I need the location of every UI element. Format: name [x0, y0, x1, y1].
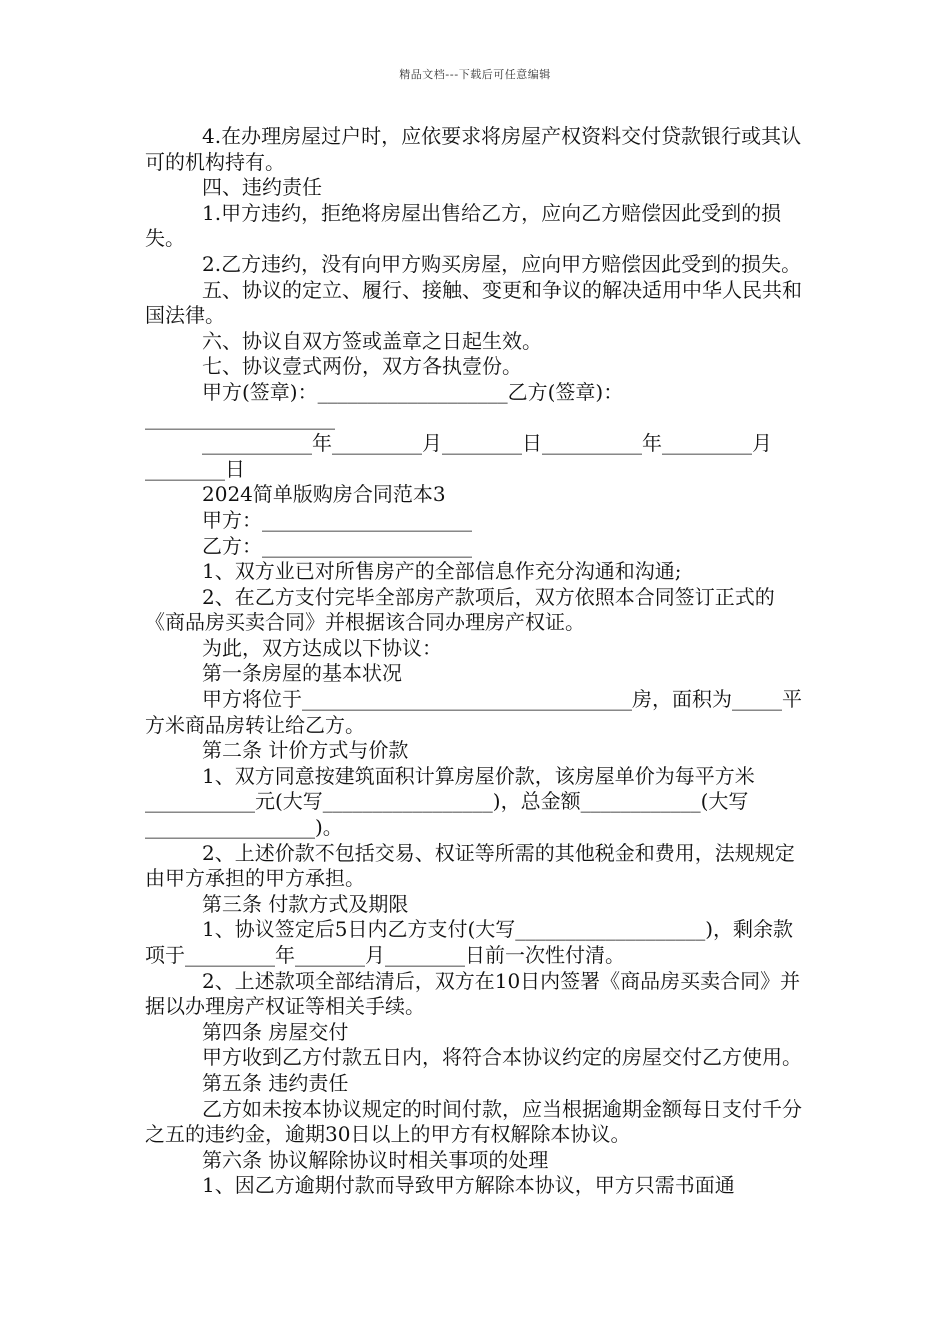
article-heading: 第五条 违约责任	[202, 1070, 349, 1095]
date-line: ___________年_________月________日__________年_________月________日	[145, 431, 772, 481]
clause-paragraph: 五、协议的定立、履行、接触、变更和争议的解决适用中华人民共和国法律。	[145, 277, 802, 328]
clause-paragraph: 4.在办理房屋过户时，应依要求将房屋产权资料交付贷款银行或其认可的机构持有。	[145, 124, 802, 174]
document-body	[145, 124, 807, 1199]
clause-paragraph: 1、因乙方逾期付款而导致甲方解除本协议，甲方只需书面通	[202, 1173, 735, 1198]
article-heading: 第四条 房屋交付	[202, 1019, 349, 1044]
clause-paragraph: 1.甲方违约，拒绝将房屋出售给乙方，应向乙方赔偿因此受到的损失。	[145, 200, 782, 251]
clause-paragraph: 2、在乙方支付完毕全部房产款项后，双方依照本合同签订正式的《商品房买卖合同》并根据该合同办理房产权证。	[145, 584, 775, 635]
clause-paragraph: 乙方如未按本协议规定的时间付款，应当根据逾期金额每日支付千分之五的违约金，逾期30日以上的甲方有权解除本协议。	[145, 1096, 802, 1147]
page-header: 精品文档---下载后可任意编辑	[399, 68, 551, 81]
clause-paragraph: 为此，双方达成以下协议：	[202, 635, 442, 660]
clause-paragraph: 2、上述价款不包括交易、权证等所需的其他税金和费用，法规规定由甲方承担的甲方承担。	[145, 840, 795, 891]
article-heading: 第六条 协议解除协议时相关事项的处理	[202, 1147, 549, 1172]
clause-paragraph: 1、双方同意按建筑面积计算房屋价款，该房屋单价为每平方米___________元(大写_________________)，总金额____________(大写_________________)。	[145, 763, 755, 840]
clause-paragraph: 1、双方业已对所售房产的全部信息作充分沟通和沟通;	[202, 559, 682, 584]
clause-paragraph: 六、协议自双方签或盖章之日起生效。	[202, 328, 542, 353]
section-heading: 四、违约责任	[202, 175, 322, 200]
document-title: 2024简单版购房合同范本3	[202, 482, 446, 507]
clause-paragraph: 1、协议签定后5日内乙方支付(大写___________________)，剩余款项于_________年_______月________日前一次性付清。	[145, 917, 794, 967]
party-a-line: 甲方：_____________________	[202, 507, 472, 532]
article-heading: 第二条 计价方式与价款	[202, 738, 409, 763]
clause-paragraph: 甲方将位于_________________________________房，面积为_____平方米商品房转让给乙方。	[145, 687, 802, 737]
clause-paragraph: 2、上述款项全部结清后，双方在10日内签署《商品房买卖合同》并据以办理房产权证等相关手续。	[145, 968, 801, 1019]
article-heading: 第三条 付款方式及期限	[202, 891, 409, 916]
clause-paragraph: 甲方收到乙方付款五日内，将符合本协议约定的房屋交付乙方使用。	[202, 1045, 802, 1070]
article-heading: 第一条房屋的基本状况	[202, 661, 402, 686]
clause-paragraph: 七、协议壹式两份，双方各执壹份。	[202, 354, 522, 379]
signature-line: 甲方(签章)：___________________乙方(签章)：___________________	[145, 379, 624, 430]
party-b-line: 乙方：_____________________	[202, 533, 472, 558]
clause-paragraph: 2.乙方违约，没有向甲方购买房屋，应向甲方赔偿因此受到的损失。	[202, 251, 802, 276]
